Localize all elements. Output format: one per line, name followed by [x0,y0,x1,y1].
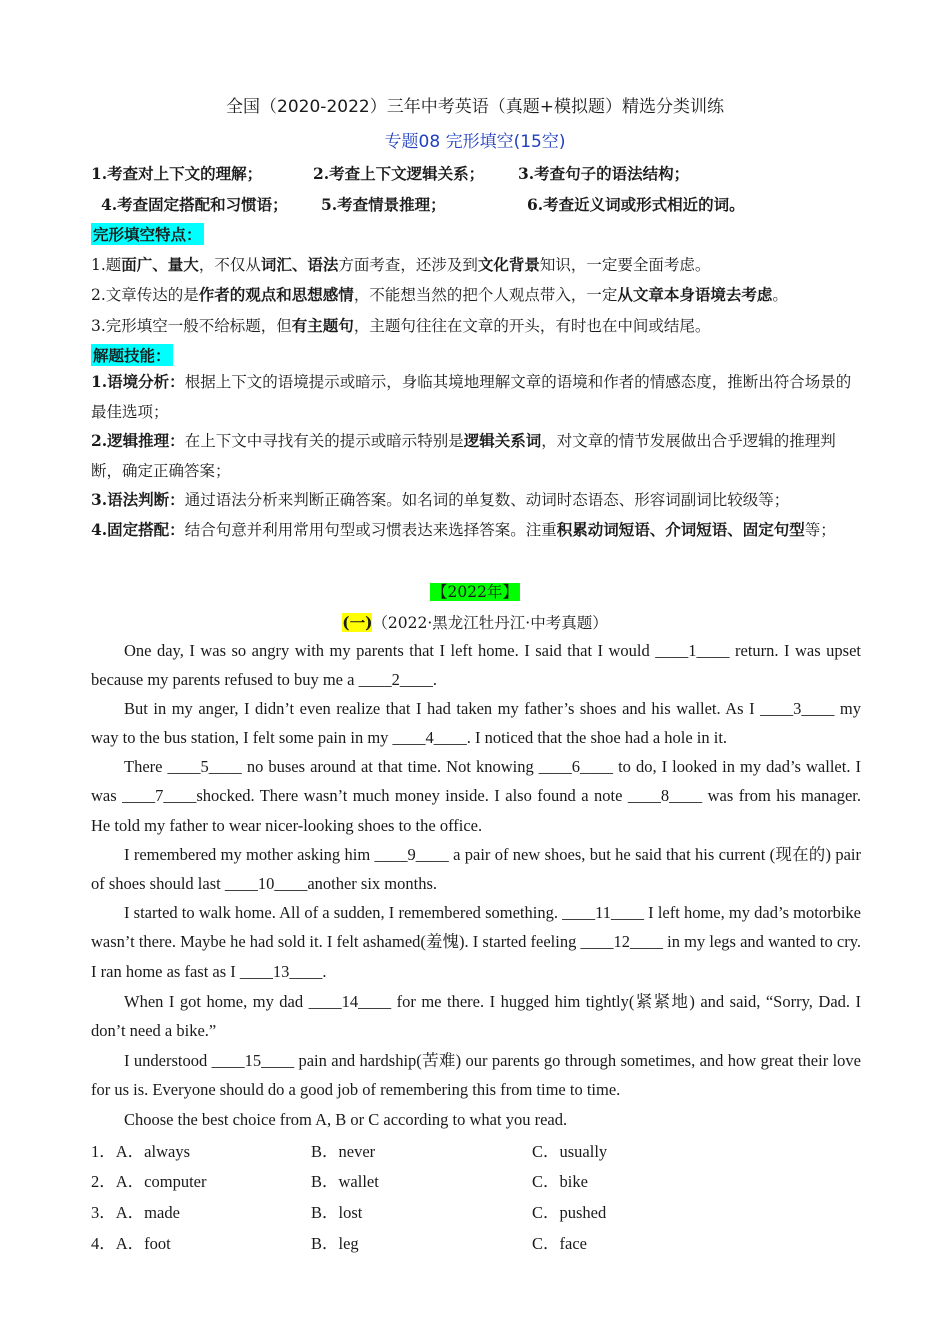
option-a: 3．A．made [91,1203,180,1222]
exam-point-2: 2.考查上下文逻辑关系； [313,164,485,183]
passage-paragraph-2: But in my anger, I didn’t even realize that I had taken my father’s shoes and his wallet. As I ____3____ my way to the bus station, I felt some pain in my ____4____. I noticed that the shoe had a hole in it. [91,699,861,748]
passage-paragraph-5: I started to walk home. All of a sudden, I remembered something. ____11____ I left home, my dad’s motorbike wasn’t there. Maybe he had sold it. I felt ashamed(羞愧). I started feeling ____12____ in my legs and wanted to cry. I ran home as fast as I ____13____. [91,903,861,981]
feature-item-3: 3.完形填空一般不给标题，但有主题句，主题句往往在文章的开头，有时也在中间或结尾。 [91,316,711,335]
document-title: 全国（2020-2022）三年中考英语（真题+模拟题）精选分类训练 [226,97,724,117]
option-a: 4．A．foot [91,1234,171,1253]
skill-4: 4.固定搭配：结合句意并利用常用句型或习惯表达来选择答案。注重积累动词短语、介词短语、固定句型等； [91,520,836,539]
question-source: (一)（2022·黑龙江牡丹江·中考真题） [342,613,608,632]
passage-paragraph-1: One day, I was so angry with my parents that I left home. I said that I would ____1____ return. I was upset because my parents refused to buy me a ____2____. [91,641,861,690]
exam-point-1: 1.考查对上下文的理解； [91,164,263,183]
skill-3: 3.语法判断：通过语法分析来判断正确答案。如名词的单复数、动词时态语态、形容词副词比较级等； [91,490,790,509]
document-subtitle: 专题08 完形填空(15空) [384,132,566,152]
feature-item-1: 1.题面广、量大，不仅从词汇、语法方面考查，还涉及到文化背景知识，一定要全面考虑。 [91,255,711,274]
passage-instruction: Choose the best choice from A, B or C according to what you read. [124,1110,568,1129]
features-label: 完形填空特点： [93,225,202,244]
exam-point-6: 6.考查近义词或形式相近的词。 [527,195,745,214]
option-b: B．leg [311,1234,359,1253]
exam-point-3: 3.考查句子的语法结构； [518,164,690,183]
skill-1: 1.语境分析：根据上下文的语境提示或暗示，身临其境地理解文章的语境和作者的情感态度，推断出符合场景的最佳选项； [91,372,852,421]
exam-point-4: 4.考查固定搭配和习惯语； [101,195,288,214]
exam-point-5: 5.考查情景推理； [321,195,446,214]
passage-paragraph-6: When I got home, my dad ____14____ for me there. I hugged him tightly(紧紧地) and said, “Sorry, Dad. I don’t need a bike.” [91,992,861,1041]
option-a: 2．A．computer [91,1172,207,1191]
option-b: B．never [311,1142,376,1161]
passage-paragraph-4: I remembered my mother asking him ____9____ a pair of new shoes, but he said that his current (现在的) pair of shoes should last ____10____another six months. [91,845,861,894]
feature-item-2: 2.文章传达的是作者的观点和思想感情，不能想当然的把个人观点带入，一定从文章本身语境去考虑。 [91,285,788,304]
option-c: C．face [532,1234,587,1253]
skill-2: 2.逻辑推理：在上下文中寻找有关的提示或暗示特别是逻辑关系词，对文章的情节发展做出合乎逻辑的推理判断，确定正确答案； [91,431,836,480]
option-c: C．pushed [532,1203,607,1222]
option-c: C．bike [532,1172,588,1191]
passage-paragraph-7: I understood ____15____ pain and hardship(苦难) our parents go through sometimes, and how great their love for us is. Everyone should do a good job of remembering this from time to time. [91,1051,861,1100]
option-b: B．lost [311,1203,363,1222]
passage-paragraph-3: There ____5____ no buses around at that time. Not knowing ____6____ to do, I looked in my dad’s wallet. I was ____7____shocked. There wasn’t much money inside. I also found a note ____8____ was from his manager. He told my father to wear nicer-looking shoes to the office. [91,757,861,835]
year-heading: 【2022年】 [432,583,518,601]
skills-label: 解题技能： [93,346,171,365]
option-c: C．usually [532,1142,608,1161]
option-b: B．wallet [311,1172,379,1191]
option-a: 1．A．always [91,1142,190,1161]
